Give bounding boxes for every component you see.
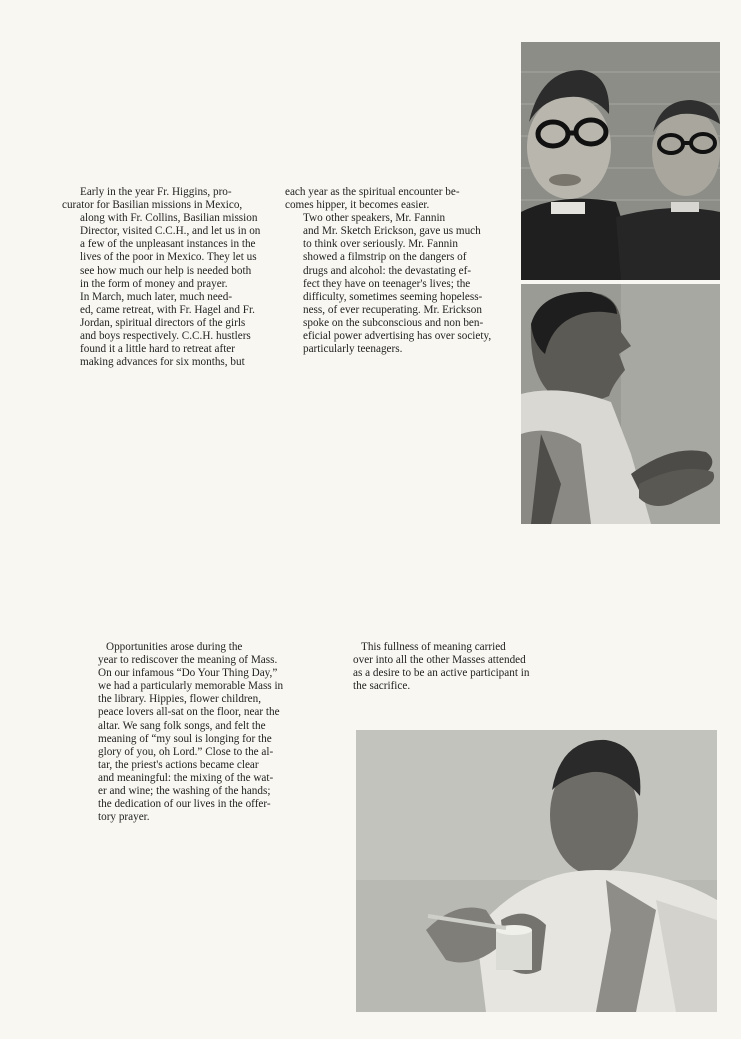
text-line: On our infamous “Do Your Thing Day,” [98, 667, 278, 680]
paragraph [285, 186, 510, 212]
photo-priest-praying [521, 284, 720, 524]
text-column-3 [80, 641, 305, 824]
text-line: drugs and alcohol: the devastating ef- [303, 264, 472, 277]
photo-two-priests [521, 42, 720, 280]
text-line: In March, much later, much need- [80, 290, 233, 303]
text-line: the dedication of our lives in the offer- [98, 798, 271, 811]
text-line: we had a particularly memorable Mass in [98, 680, 284, 693]
text-line: eficial power advertising has over society, [303, 330, 492, 343]
text-line: and Mr. Sketch Erickson, gave us much [303, 225, 481, 238]
text-line: This fullness of meaning carried [361, 641, 506, 653]
text-line: ness, of ever recuperating. Mr. Erickson [303, 303, 482, 316]
text-line: and meaningful: the mixing of the wat- [98, 771, 274, 784]
text-line: a few of the unpleasant instances in the [80, 238, 256, 251]
text-column-2 [285, 186, 510, 356]
text-line: showed a filmstrip on the dangers of [303, 251, 467, 264]
text-line: peace lovers all-sat on the floor, near the [98, 706, 280, 719]
text-line: over into all the other Masses attended [353, 654, 526, 667]
paragraph [62, 186, 267, 291]
text-line: meaning of “my soul is longing for the [98, 732, 272, 745]
text-line: Two other speakers, Mr. Fannin [303, 212, 446, 225]
text-column-4 [335, 641, 555, 693]
text-line: er and wine; the washing of the hands; [98, 785, 271, 798]
text-line: tar, the priest's actions became clear [98, 758, 259, 771]
text-line: particularly teenagers. [303, 343, 403, 356]
text-line: to think over seriously. Mr. Fannin [303, 238, 458, 251]
text-line: making advances for six months, but [80, 356, 245, 369]
paragraph [62, 291, 267, 370]
text-line: ed, came retreat, with Fr. Hagel and Fr. [80, 303, 255, 316]
text-line: comes hipper, it becomes easier. [285, 199, 430, 212]
text-column-1 [62, 186, 267, 369]
text-line: year to rediscover the meaning of Mass. [98, 654, 278, 667]
text-line: tory prayer. [98, 811, 150, 824]
text-line: Early in the year Fr. Higgins, pro- [80, 186, 232, 198]
paragraph [335, 641, 555, 693]
text-line: see how much our help is needed both [80, 264, 252, 277]
text-line: glory of you, oh Lord.” Close to the al- [98, 745, 274, 758]
text-line: as a desire to be an active participant in [353, 667, 530, 680]
text-line: fect they have on teenager's lives; the [303, 277, 471, 290]
text-line: spoke on the subconscious and non ben- [303, 316, 484, 329]
text-line: Director, visited C.C.H., and let us in on [80, 225, 261, 238]
text-line: each year as the spiritual encounter be- [285, 186, 460, 198]
text-line: curator for Basilian missions in Mexico, [62, 199, 243, 212]
paragraph [80, 641, 305, 824]
text-line: Opportunities arose during the [106, 641, 243, 653]
text-line: along with Fr. Collins, Basilian mission [80, 212, 258, 225]
paragraph [285, 212, 510, 356]
text-line: in the form of money and prayer. [80, 277, 228, 290]
photo-priest-chalice [356, 730, 717, 1012]
text-line: difficulty, sometimes seeming hopeless- [303, 290, 483, 303]
text-line: lives of the poor in Mexico. They let us [80, 251, 257, 264]
text-line: found it a little hard to retreat after [80, 343, 236, 356]
text-line: the library. Hippies, flower children, [98, 693, 261, 706]
text-line: altar. We sang folk songs, and felt the [98, 719, 266, 732]
text-line: the sacrifice. [353, 680, 411, 693]
text-line: Jordan, spiritual directors of the girls [80, 316, 246, 329]
text-line: and boys respectively. C.C.H. hustlers [80, 330, 251, 343]
